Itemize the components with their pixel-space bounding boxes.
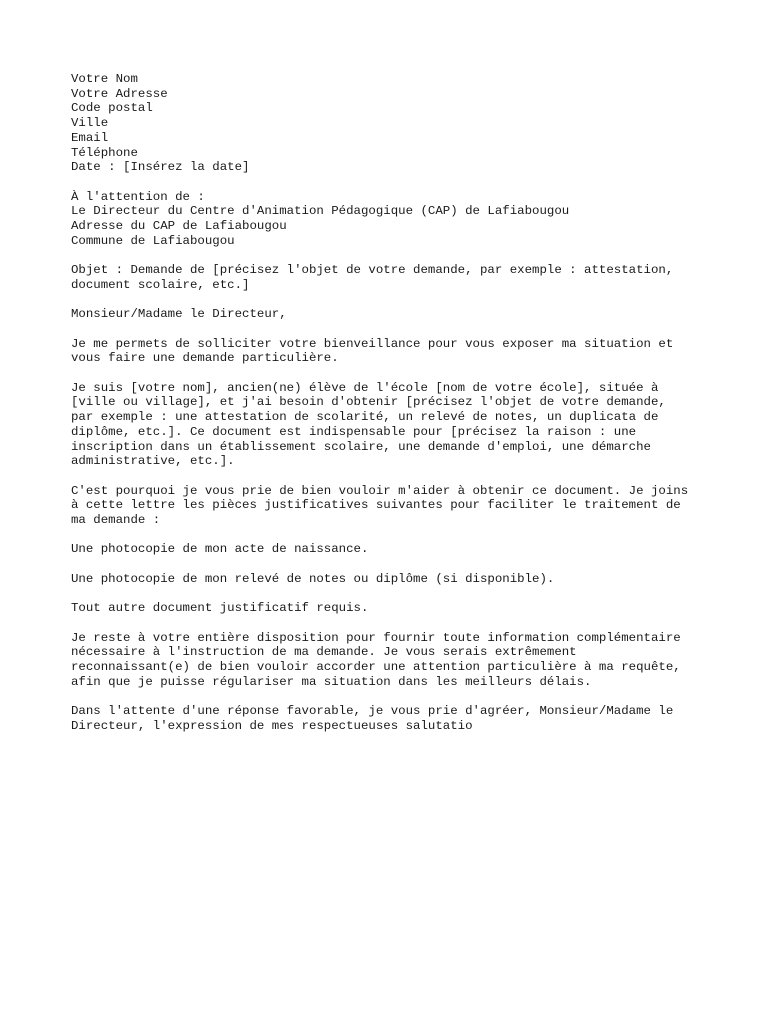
paragraph-closing — [71, 704, 731, 733]
paragraph-line: par exemple : une attestation de scolarité, un relevé de notes, un duplicata de — [71, 410, 659, 425]
attachment-birth-certificate: Une photocopie de mon acte de naissance. — [71, 542, 369, 557]
subject-line — [71, 263, 731, 292]
attachment-transcript: Une photocopie de mon relevé de notes ou diplôme (si disponible). — [71, 571, 555, 586]
paragraph-intro — [71, 337, 731, 366]
attachment-other: Tout autre document justificatif requis. — [71, 601, 369, 616]
recipient-name: Le Directeur du Centre d'Animation Pédagogique (CAP) de Lafiabougou — [71, 204, 570, 219]
attachment-item — [71, 542, 731, 557]
sender-address: Votre Adresse — [71, 86, 168, 101]
subject-text-line: Objet : Demande de [précisez l'objet de votre demande, par exemple : attestation, — [71, 263, 674, 278]
paragraph-line: C'est pourquoi je vous prie de bien vouloir m'aider à obtenir ce document. Je joins — [71, 483, 689, 498]
paragraph-line: inscription dans un établissement scolaire, une demande d'emploi, une démarche — [71, 439, 651, 454]
paragraph-line: à cette lettre les pièces justificatives suivantes pour faciliter le traitement de — [71, 498, 681, 513]
paragraph-line: [ville ou village], et j'ai besoin d'obtenir [précisez l'objet de votre demande, — [71, 395, 666, 410]
paragraph-availability — [71, 631, 731, 690]
paragraph-line: administrative, etc.]. — [71, 454, 235, 469]
subject-text-line: document scolaire, etc.] — [71, 277, 250, 292]
sender-block — [71, 72, 731, 175]
paragraph-line: Je me permets de solliciter votre bienveillance pour vous exposer ma situation et — [71, 336, 674, 351]
attachment-item — [71, 572, 731, 587]
letter-page — [71, 72, 731, 748]
paragraph-line: afin que je puisse régulariser ma situation dans les meilleurs délais. — [71, 674, 592, 689]
sender-postal-code: Code postal — [71, 101, 153, 116]
paragraph-line: ma demande : — [71, 513, 161, 527]
paragraph-request — [71, 484, 731, 528]
recipient-commune: Commune de Lafiabougou — [71, 233, 235, 248]
sender-name: Votre Nom — [71, 72, 138, 86]
sender-email: Email — [71, 130, 109, 145]
letter-date: Date : [Insérez la date] — [71, 160, 250, 175]
paragraph-line: reconnaissant(e) de bien vouloir accorder une attention particulière à ma requête, — [71, 659, 681, 674]
recipient-block — [71, 190, 731, 249]
paragraph-line: diplôme, etc.]. Ce document est indispensable pour [précisez la raison : une — [71, 424, 637, 439]
paragraph-line: Directeur, l'expression de mes respectueuses salutatio — [71, 718, 473, 733]
sender-city: Ville — [71, 116, 109, 131]
recipient-attention: À l'attention de : — [71, 189, 205, 204]
paragraph-line: Dans l'attente d'une réponse favorable, je vous prie d'agréer, Monsieur/Madame le — [71, 704, 674, 719]
paragraph-line: vous faire une demande particulière. — [71, 351, 339, 366]
sender-phone: Téléphone — [71, 145, 138, 160]
paragraph-situation — [71, 381, 731, 469]
attachment-item — [71, 601, 731, 616]
salutation-text: Monsieur/Madame le Directeur, — [71, 307, 287, 322]
recipient-address: Adresse du CAP de Lafiabougou — [71, 219, 287, 234]
paragraph-line: Je reste à votre entière disposition pour fournir toute information complémentaire — [71, 630, 681, 645]
paragraph-line: Je suis [votre nom], ancien(ne) élève de l'école [nom de votre école], située à — [71, 380, 659, 395]
paragraph-line: nécessaire à l'instruction de ma demande. Je vous serais extrêmement — [71, 645, 577, 660]
salutation — [71, 307, 731, 322]
